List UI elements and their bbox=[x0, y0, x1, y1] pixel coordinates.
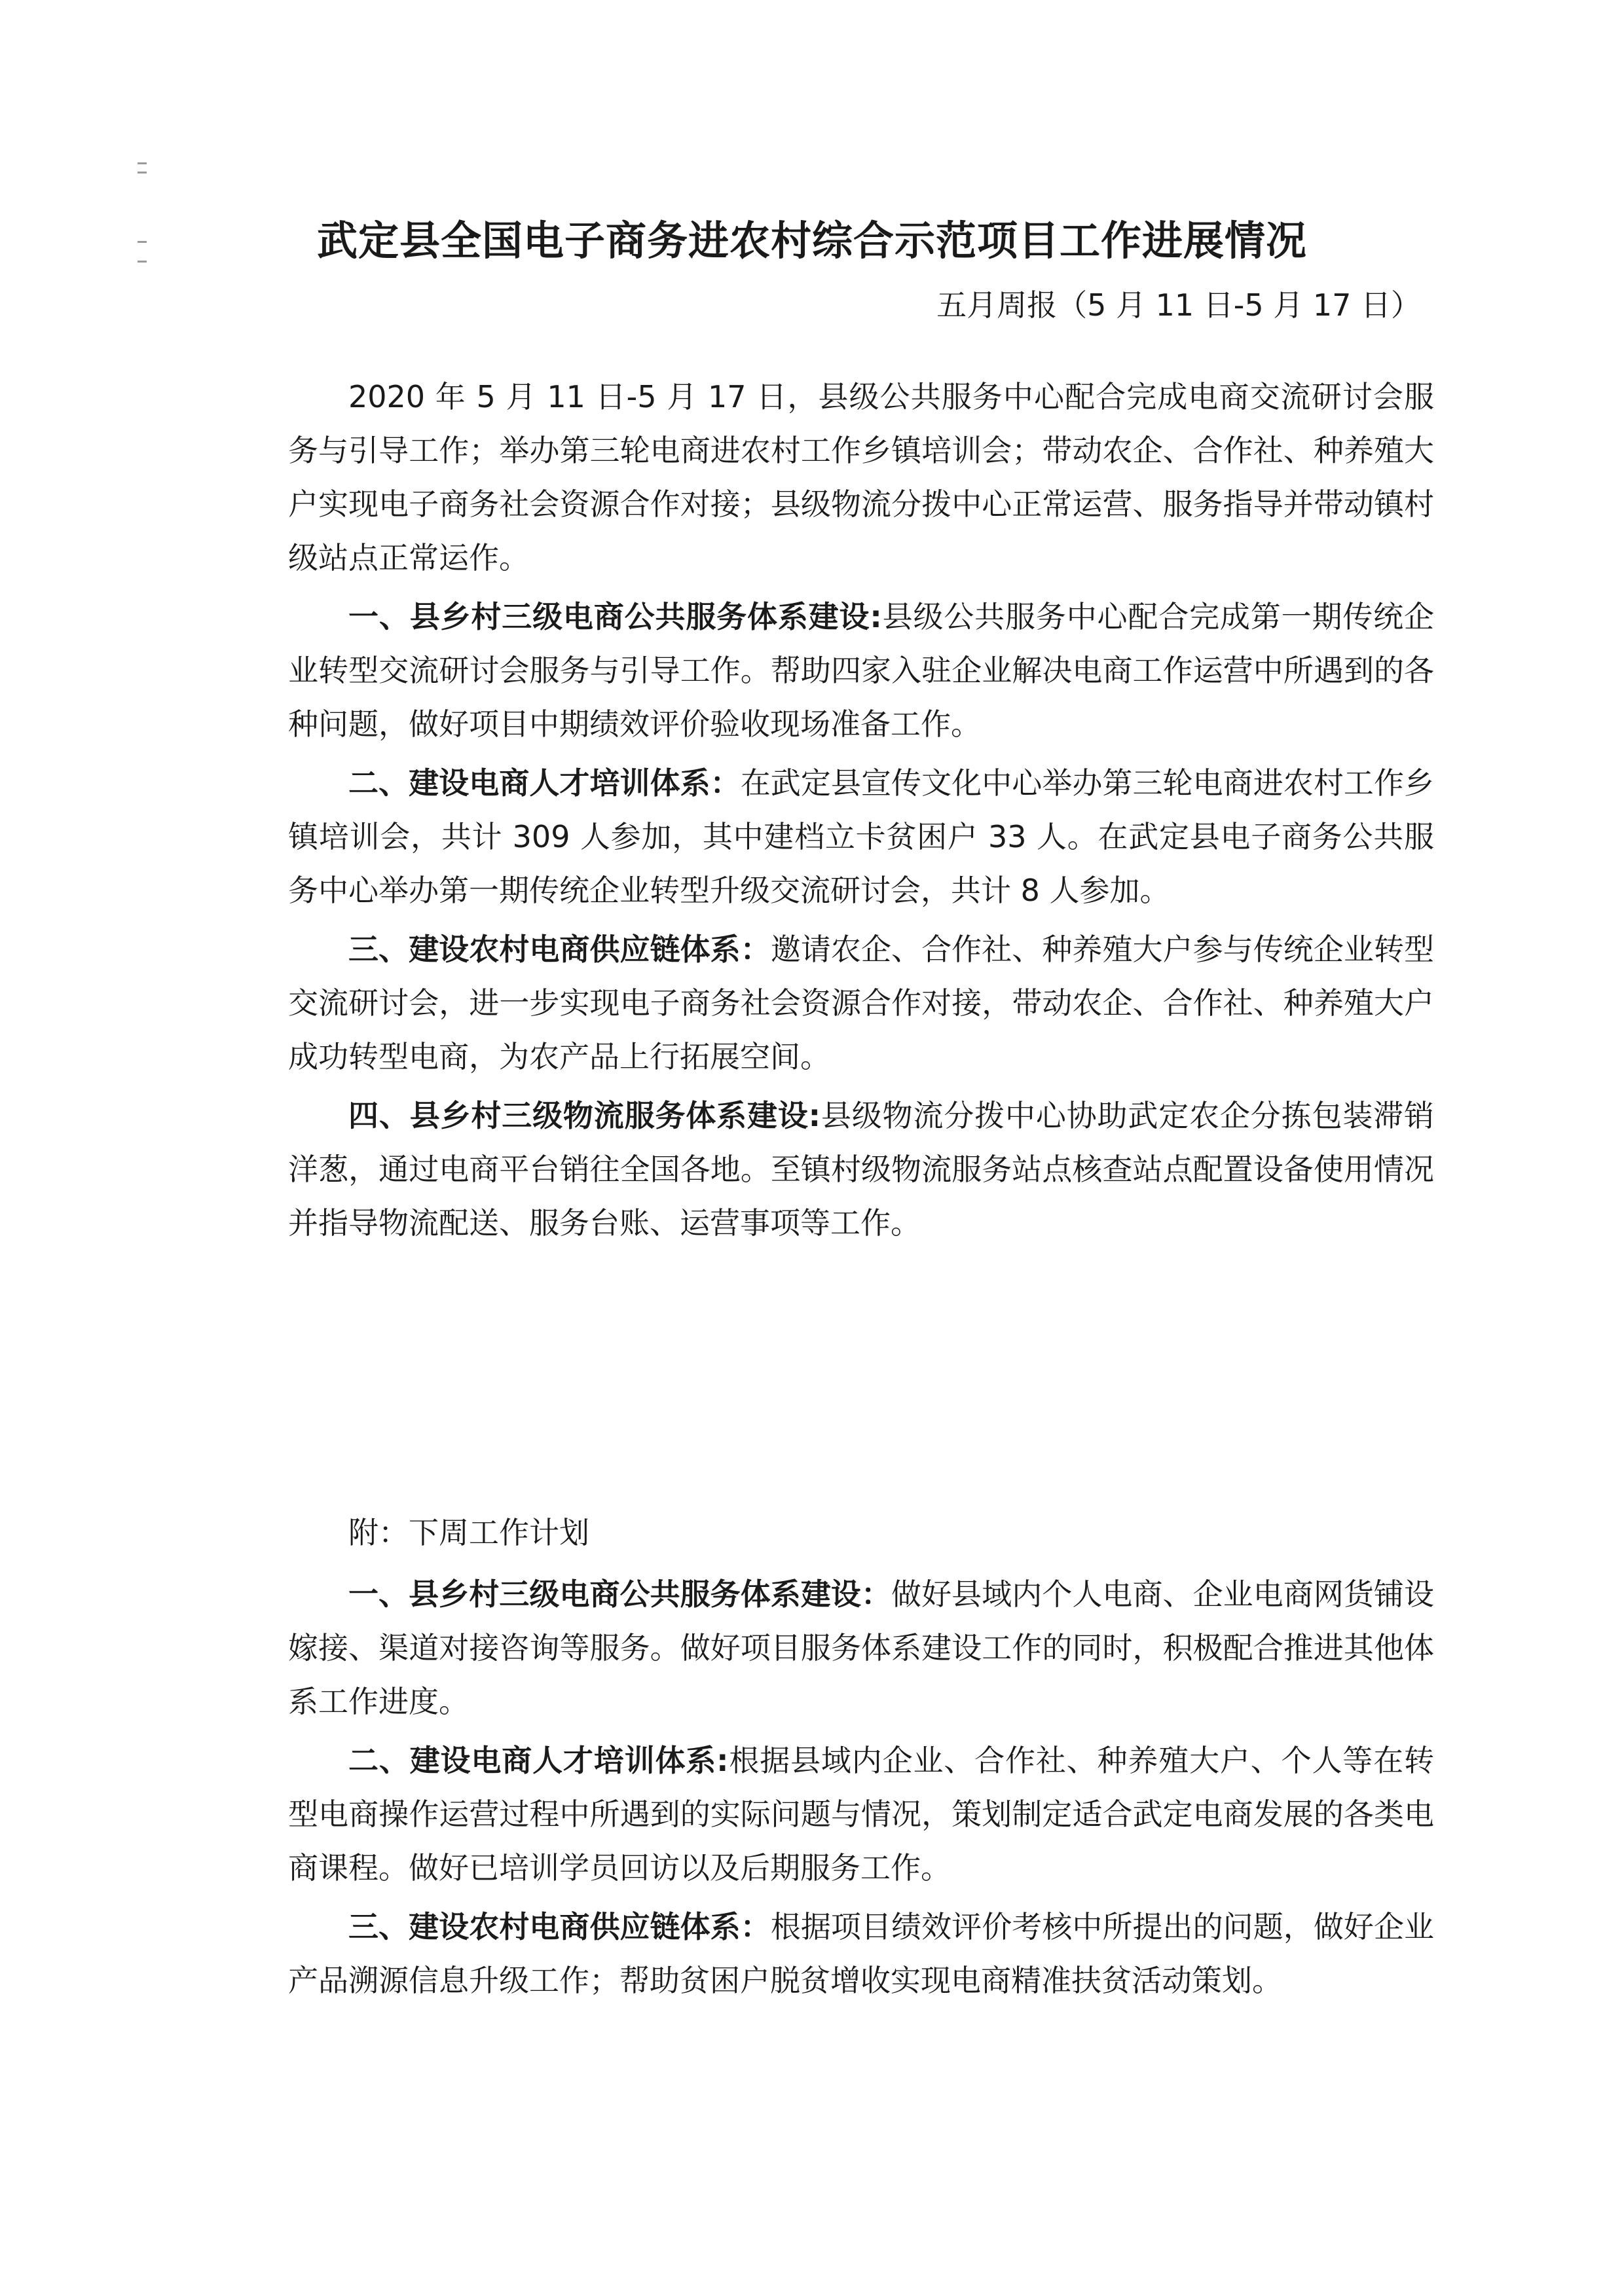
section-paragraph bbox=[288, 1089, 1434, 1250]
section-heading: 一、县乡村三级电商公共服务体系建设: bbox=[348, 599, 882, 634]
plan-text: 根据项目绩效评价考核中所提出的问题，做好企业产品溯源信息升级工作；帮助贫困户脱贫增收实现电商精准扶贫活动策划。 bbox=[288, 1909, 1435, 1998]
section-paragraph bbox=[288, 756, 1434, 917]
plan-paragraph bbox=[288, 1734, 1434, 1895]
plan-text: 做好县域内个人电商、企业电商网货铺设嫁接、渠道对接咨询等服务。做好项目服务体系建设工作的同时，积极配合推进其他体系工作进度。 bbox=[288, 1576, 1435, 1719]
section-heading: 二、建设电商人才培训体系： bbox=[348, 765, 741, 801]
section-heading: 三、建设农村电商供应链体系： bbox=[348, 932, 771, 967]
plan-heading: 二、建设电商人才培训体系: bbox=[348, 1743, 729, 1778]
document-subtitle: 五月周报（5 月 11 日-5 月 17 日） bbox=[936, 287, 1421, 323]
section-text: 邀请农企、合作社、种养殖大户参与传统企业转型交流研讨会，进一步实现电子商务社会资源合作对接，带动农企、合作社、种养殖大户成功转型电商，为农产品上行拓展空间。 bbox=[288, 932, 1435, 1074]
scan-mark bbox=[138, 172, 147, 173]
plan-heading: 三、建设农村电商供应链体系： bbox=[348, 1909, 771, 1944]
section-text: 在武定县宣传文化中心举办第三轮电商进农村工作乡镇培训会，共计 309 人参加，其中建档立卡贫困户 33 人。在武定县电子商务公共服务中心举办第一期传统企业转型升级交流研讨会，共计 8 人参加。 bbox=[288, 765, 1435, 908]
report-body bbox=[288, 370, 1434, 1255]
plan-paragraph bbox=[288, 1567, 1434, 1728]
section-paragraph bbox=[288, 590, 1434, 751]
section-text: 县级物流分拨中心协助武定农企分拣包装滞销洋葱，通过电商平台销往全国各地。至镇村级物流服务站点核查站点配置设备使用情况并指导物流配送、服务台账、运营事项等工作。 bbox=[288, 1098, 1435, 1241]
section-paragraph bbox=[288, 922, 1434, 1084]
scan-mark bbox=[138, 162, 147, 164]
next-week-plan bbox=[288, 1506, 1434, 2013]
appendix-heading: 附：下周工作计划 bbox=[348, 1515, 589, 1550]
plan-heading: 一、县乡村三级电商公共服务体系建设： bbox=[348, 1576, 892, 1612]
section-heading: 四、县乡村三级物流服务体系建设: bbox=[348, 1098, 821, 1133]
intro-paragraph: 2020 年 5 月 11 日-5 月 17 日，县级公共服务中心配合完成电商交流研讨会服务与引导工作；举办第三轮电商进农村工作乡镇培训会；带动农企、合作社、种养殖大户实现电子商务社会资源合作对接；县级物流分拨中心正常运营、服务指导并带动镇村级站点正常运作。 bbox=[288, 379, 1434, 575]
plan-text: 根据县域内企业、合作社、种养殖大户、个人等在转型电商操作运营过程中所遇到的实际问题与情况，策划制定适合武定电商发展的各类电商课程。做好已培训学员回访以及后期服务工作。 bbox=[288, 1743, 1434, 1886]
plan-paragraph bbox=[288, 1900, 1434, 2007]
section-text: 县级公共服务中心配合完成第一期传统企业转型交流研讨会服务与引导工作。帮助四家入驻企业解决电商工作运营中所遇到的各种问题，做好项目中期绩效评价验收现场准备工作。 bbox=[288, 599, 1435, 742]
document-title: 武定县全国电子商务进农村综合示范项目工作进展情况 bbox=[316, 217, 1307, 264]
